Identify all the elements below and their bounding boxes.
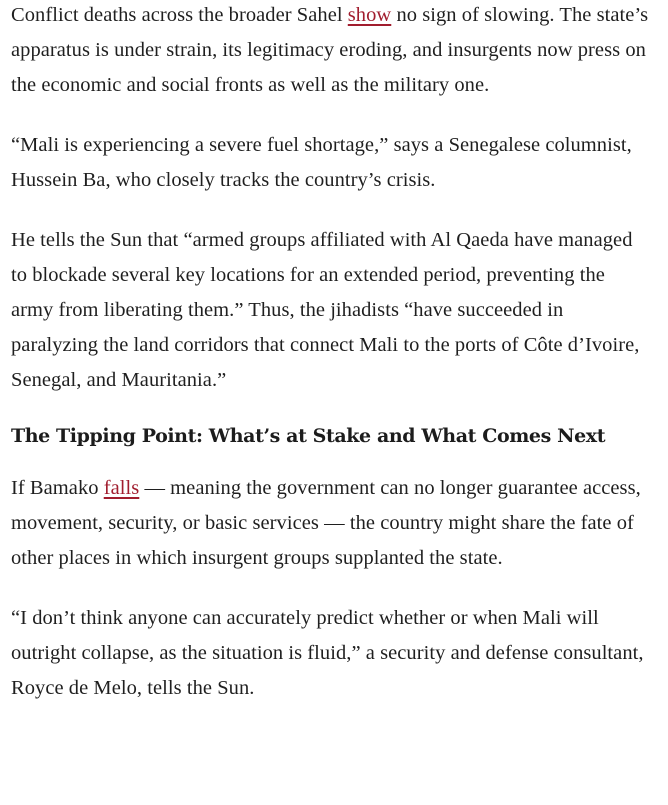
paragraph-bamako-falls bbox=[11, 471, 651, 576]
link-falls[interactable]: falls bbox=[103, 477, 140, 499]
paragraph-fuel-shortage: “Mali is experiencing a severe fuel shortage,” says a Senegalese columnist, Hussein Ba, who closely tracks the country’s crisis. bbox=[11, 134, 632, 191]
article-body bbox=[11, 0, 651, 731]
paragraph-sahel-deaths bbox=[11, 0, 651, 103]
link-show[interactable]: show bbox=[347, 4, 392, 26]
paragraph-blockade: He tells the Sun that “armed groups affiliated with Al Qaeda have managed to blockade several key locations for an extended period, preventing the army from liberating them.” Thus, the jihadists “have succeeded in paralyzing the land corridors that connect Mali to the ports of Côte d’Ivoire, Senegal, and Mauritania.” bbox=[11, 229, 640, 391]
paragraph-text: — meaning the government can no longer guarantee access, movement, security, or basic services — the country might share the fate of other places in which insurgent groups supplanted the state. bbox=[11, 477, 641, 569]
paragraph-text: Conflict deaths across the broader Sahel bbox=[11, 4, 348, 26]
paragraph-text: no sign of slowing. The state’s apparatus is under strain, its legitimacy eroding, and insurgents now press on the economic and social fronts as well as the military one. bbox=[11, 4, 649, 96]
section-heading: The Tipping Point: What’s at Stake and What Comes Next bbox=[11, 425, 606, 447]
paragraph-text: If Bamako bbox=[11, 477, 104, 499]
paragraph-collapse-quote: “I don’t think anyone can accurately predict whether or when Mali will outright collapse, as the situation is fluid,” a security and defense consultant, Royce de Melo, tells the Sun. bbox=[11, 607, 644, 699]
